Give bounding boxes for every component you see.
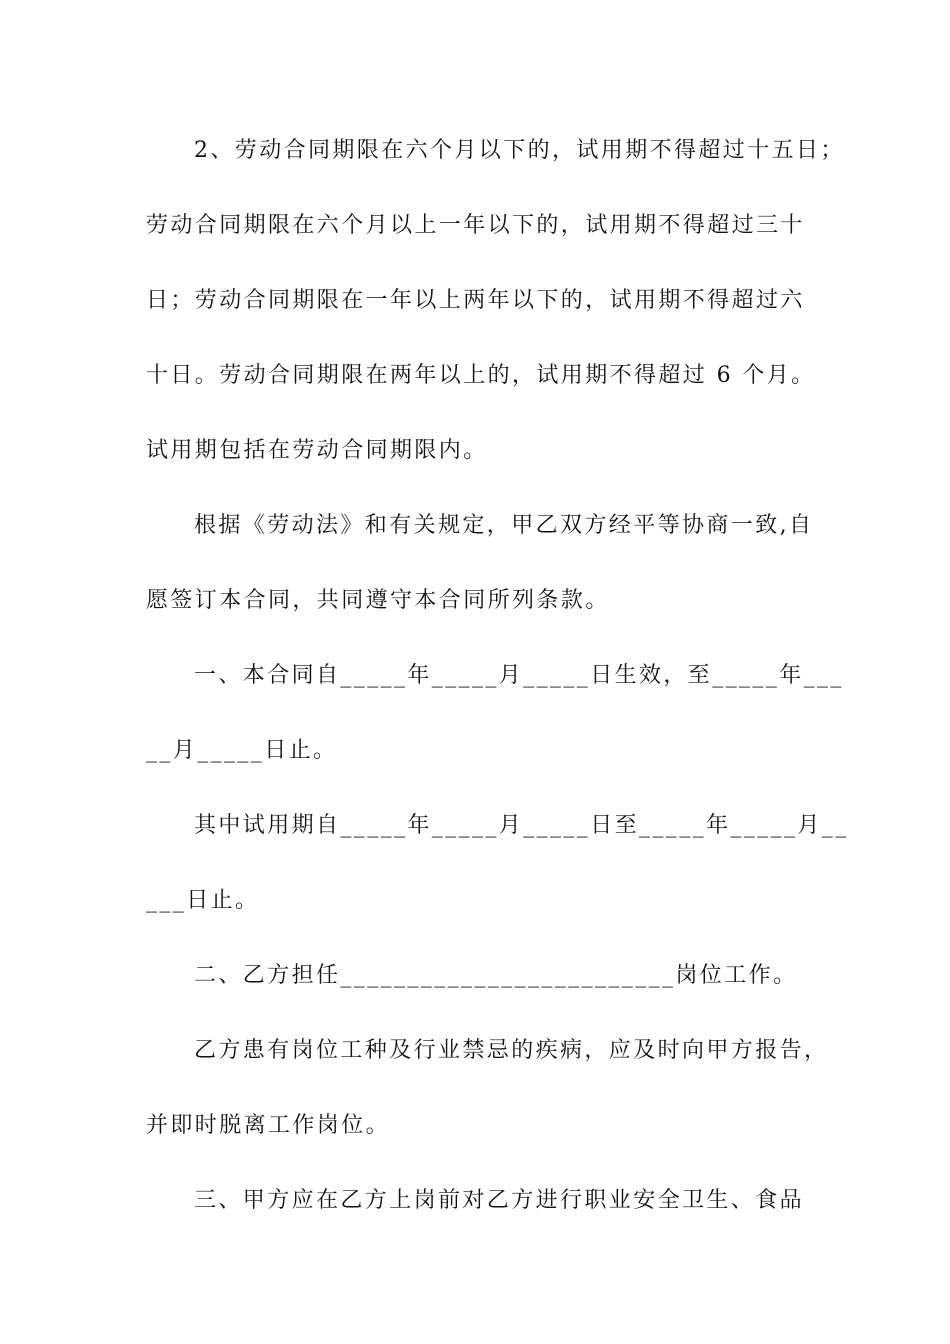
paragraph-line: ___日止。	[146, 888, 260, 913]
paragraph-line: 三、甲方应在乙方上岗前对乙方进行职业安全卫生、食品	[194, 1188, 805, 1213]
paragraph-line: 其中试用期自_____年_____月_____日至_____年_____月__	[194, 813, 849, 838]
paragraph-line: 并即时脱离工作岗位。	[146, 1113, 391, 1138]
paragraph-line: 一、本合同自_____年_____月_____日生效，至_____年___	[194, 663, 844, 688]
paragraph-line: 乙方患有岗位工种及行业禁忌的疾病，应及时向甲方报告，	[194, 1038, 829, 1063]
paragraph-line: 2、劳动合同期限在六个月以下的，试用期不得超过十五日；	[194, 138, 845, 163]
paragraph-line: 十日。劳动合同期限在两年以上的，试用期不得超过 6 个月。	[146, 363, 816, 388]
paragraph-line: __月_____日止。	[146, 738, 338, 763]
paragraph-line: 愿签订本合同，共同遵守本合同所列条款。	[146, 588, 610, 613]
paragraph-line: 二、乙方担任_________________________岗位工作。	[194, 963, 798, 988]
paragraph-line: 试用期包括在劳动合同期限内。	[146, 438, 488, 463]
paragraph-line: 劳动合同期限在六个月以上一年以下的，试用期不得超过三十	[146, 213, 805, 238]
paragraph-line: 日；劳动合同期限在一年以上两年以下的，试用期不得超过六	[146, 288, 805, 313]
paragraph-line: 根据《劳动法》和有关规定，甲乙双方经平等协商一致,自	[194, 513, 814, 538]
